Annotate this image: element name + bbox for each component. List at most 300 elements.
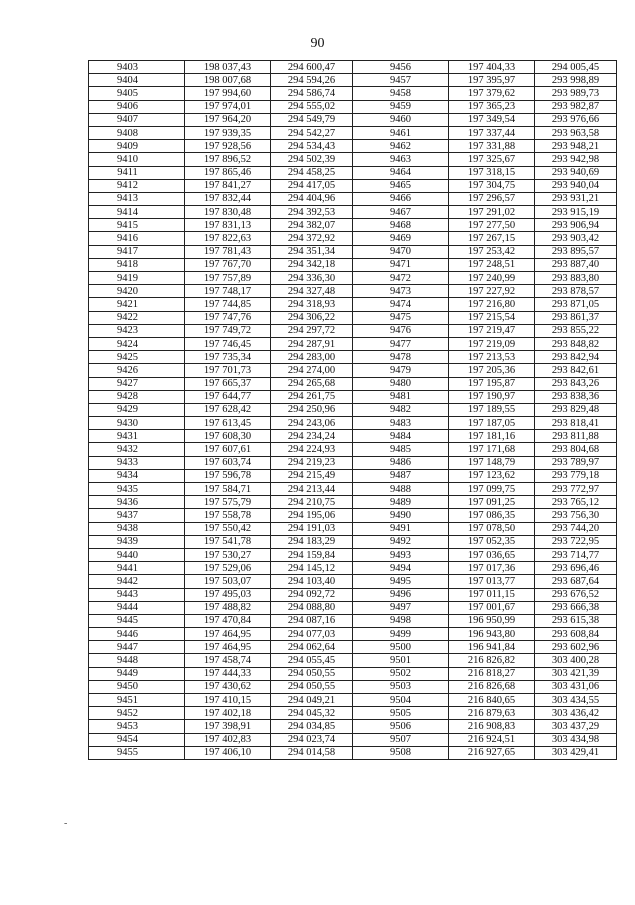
point-number-cell: 9468 bbox=[353, 219, 449, 232]
point-number-cell: 9492 bbox=[353, 535, 449, 548]
table-row bbox=[89, 654, 617, 667]
x-coordinate-cell: 197 395,97 bbox=[449, 74, 535, 87]
y-coordinate-cell: 303 400,28 bbox=[535, 654, 617, 667]
table-row bbox=[89, 601, 617, 614]
x-coordinate-cell: 197 757,89 bbox=[185, 272, 271, 285]
table-row bbox=[89, 377, 617, 390]
point-number-cell: 9412 bbox=[89, 179, 185, 192]
x-coordinate-cell: 197 584,71 bbox=[185, 483, 271, 496]
x-coordinate-cell: 197 227,92 bbox=[449, 285, 535, 298]
y-coordinate-cell: 303 421,39 bbox=[535, 667, 617, 680]
y-coordinate-cell: 294 327,48 bbox=[271, 285, 353, 298]
y-coordinate-cell: 294 250,96 bbox=[271, 403, 353, 416]
point-number-cell: 9444 bbox=[89, 601, 185, 614]
y-coordinate-cell: 293 602,96 bbox=[535, 641, 617, 654]
y-coordinate-cell: 294 183,29 bbox=[271, 535, 353, 548]
x-coordinate-cell: 197 865,46 bbox=[185, 166, 271, 179]
point-number-cell: 9504 bbox=[353, 694, 449, 707]
table-row bbox=[89, 614, 617, 627]
point-number-cell: 9471 bbox=[353, 258, 449, 271]
x-coordinate-cell: 197 171,68 bbox=[449, 443, 535, 456]
x-coordinate-cell: 197 187,05 bbox=[449, 417, 535, 430]
y-coordinate-cell: 294 243,06 bbox=[271, 417, 353, 430]
x-coordinate-cell: 197 575,79 bbox=[185, 496, 271, 509]
x-coordinate-cell: 197 832,44 bbox=[185, 192, 271, 205]
table-row bbox=[89, 403, 617, 416]
table-row bbox=[89, 74, 617, 87]
x-coordinate-cell: 197 402,18 bbox=[185, 707, 271, 720]
x-coordinate-cell: 197 248,51 bbox=[449, 258, 535, 271]
y-coordinate-cell: 294 103,40 bbox=[271, 575, 353, 588]
point-number-cell: 9494 bbox=[353, 562, 449, 575]
x-coordinate-cell: 197 406,10 bbox=[185, 746, 271, 759]
point-number-cell: 9461 bbox=[353, 126, 449, 139]
y-coordinate-cell: 293 744,20 bbox=[535, 522, 617, 535]
coordinates-table bbox=[88, 60, 617, 760]
x-coordinate-cell: 196 950,99 bbox=[449, 614, 535, 627]
point-number-cell: 9496 bbox=[353, 588, 449, 601]
y-coordinate-cell: 293 615,38 bbox=[535, 614, 617, 627]
point-number-cell: 9447 bbox=[89, 641, 185, 654]
x-coordinate-cell: 216 826,68 bbox=[449, 680, 535, 693]
y-coordinate-cell: 294 023,74 bbox=[271, 733, 353, 746]
point-number-cell: 9437 bbox=[89, 509, 185, 522]
point-number-cell: 9422 bbox=[89, 311, 185, 324]
table-row bbox=[89, 192, 617, 205]
point-number-cell: 9473 bbox=[353, 285, 449, 298]
point-number-cell: 9451 bbox=[89, 694, 185, 707]
x-coordinate-cell: 197 189,55 bbox=[449, 403, 535, 416]
y-coordinate-cell: 294 555,02 bbox=[271, 100, 353, 113]
point-number-cell: 9495 bbox=[353, 575, 449, 588]
y-coordinate-cell: 294 549,79 bbox=[271, 113, 353, 126]
y-coordinate-cell: 293 765,12 bbox=[535, 496, 617, 509]
y-coordinate-cell: 294 600,47 bbox=[271, 61, 353, 74]
y-coordinate-cell: 294 274,00 bbox=[271, 364, 353, 377]
x-coordinate-cell: 197 608,30 bbox=[185, 430, 271, 443]
x-coordinate-cell: 197 607,61 bbox=[185, 443, 271, 456]
table-row bbox=[89, 179, 617, 192]
y-coordinate-cell: 294 392,53 bbox=[271, 206, 353, 219]
table-row bbox=[89, 100, 617, 113]
x-coordinate-cell: 197 974,01 bbox=[185, 100, 271, 113]
point-number-cell: 9425 bbox=[89, 351, 185, 364]
x-coordinate-cell: 216 879,63 bbox=[449, 707, 535, 720]
point-number-cell: 9432 bbox=[89, 443, 185, 456]
y-coordinate-cell: 293 883,80 bbox=[535, 272, 617, 285]
table-row bbox=[89, 285, 617, 298]
point-number-cell: 9483 bbox=[353, 417, 449, 430]
y-coordinate-cell: 293 982,87 bbox=[535, 100, 617, 113]
x-coordinate-cell: 197 613,45 bbox=[185, 417, 271, 430]
point-number-cell: 9463 bbox=[353, 153, 449, 166]
table-row bbox=[89, 522, 617, 535]
point-number-cell: 9469 bbox=[353, 232, 449, 245]
table-row bbox=[89, 258, 617, 271]
x-coordinate-cell: 197 964,20 bbox=[185, 113, 271, 126]
y-coordinate-cell: 293 722,95 bbox=[535, 535, 617, 548]
point-number-cell: 9445 bbox=[89, 614, 185, 627]
point-number-cell: 9417 bbox=[89, 245, 185, 258]
y-coordinate-cell: 294 005,45 bbox=[535, 61, 617, 74]
x-coordinate-cell: 197 488,82 bbox=[185, 601, 271, 614]
x-coordinate-cell: 197 530,27 bbox=[185, 548, 271, 561]
x-coordinate-cell: 197 365,23 bbox=[449, 100, 535, 113]
point-number-cell: 9411 bbox=[89, 166, 185, 179]
y-coordinate-cell: 293 940,69 bbox=[535, 166, 617, 179]
x-coordinate-cell: 197 123,62 bbox=[449, 469, 535, 482]
x-coordinate-cell: 197 017,36 bbox=[449, 562, 535, 575]
x-coordinate-cell: 197 219,09 bbox=[449, 337, 535, 350]
point-number-cell: 9434 bbox=[89, 469, 185, 482]
x-coordinate-cell: 197 078,50 bbox=[449, 522, 535, 535]
point-number-cell: 9404 bbox=[89, 74, 185, 87]
point-number-cell: 9430 bbox=[89, 417, 185, 430]
table-row bbox=[89, 562, 617, 575]
x-coordinate-cell: 197 644,77 bbox=[185, 390, 271, 403]
table-row bbox=[89, 324, 617, 337]
y-coordinate-cell: 293 789,97 bbox=[535, 456, 617, 469]
x-coordinate-cell: 197 379,62 bbox=[449, 87, 535, 100]
y-coordinate-cell: 293 948,21 bbox=[535, 140, 617, 153]
y-coordinate-cell: 294 213,44 bbox=[271, 483, 353, 496]
table-row bbox=[89, 720, 617, 733]
x-coordinate-cell: 216 826,82 bbox=[449, 654, 535, 667]
point-number-cell: 9420 bbox=[89, 285, 185, 298]
table-row bbox=[89, 575, 617, 588]
point-number-cell: 9488 bbox=[353, 483, 449, 496]
y-coordinate-cell: 293 963,58 bbox=[535, 126, 617, 139]
point-number-cell: 9465 bbox=[353, 179, 449, 192]
y-coordinate-cell: 294 586,74 bbox=[271, 87, 353, 100]
point-number-cell: 9467 bbox=[353, 206, 449, 219]
point-number-cell: 9489 bbox=[353, 496, 449, 509]
point-number-cell: 9476 bbox=[353, 324, 449, 337]
x-coordinate-cell: 197 099,75 bbox=[449, 483, 535, 496]
x-coordinate-cell: 197 470,84 bbox=[185, 614, 271, 627]
y-coordinate-cell: 294 382,07 bbox=[271, 219, 353, 232]
x-coordinate-cell: 197 240,99 bbox=[449, 272, 535, 285]
point-number-cell: 9427 bbox=[89, 377, 185, 390]
table-row bbox=[89, 628, 617, 641]
x-coordinate-cell: 197 277,50 bbox=[449, 219, 535, 232]
y-coordinate-cell: 294 159,84 bbox=[271, 548, 353, 561]
y-coordinate-cell: 294 045,32 bbox=[271, 707, 353, 720]
y-coordinate-cell: 294 219,23 bbox=[271, 456, 353, 469]
y-coordinate-cell: 294 342,18 bbox=[271, 258, 353, 271]
point-number-cell: 9458 bbox=[353, 87, 449, 100]
point-number-cell: 9490 bbox=[353, 509, 449, 522]
x-coordinate-cell: 197 398,91 bbox=[185, 720, 271, 733]
point-number-cell: 9474 bbox=[353, 298, 449, 311]
x-coordinate-cell: 196 941,84 bbox=[449, 641, 535, 654]
y-coordinate-cell: 294 351,34 bbox=[271, 245, 353, 258]
table-row bbox=[89, 364, 617, 377]
y-coordinate-cell: 294 404,96 bbox=[271, 192, 353, 205]
x-coordinate-cell: 197 701,73 bbox=[185, 364, 271, 377]
x-coordinate-cell: 197 928,56 bbox=[185, 140, 271, 153]
y-coordinate-cell: 293 895,57 bbox=[535, 245, 617, 258]
point-number-cell: 9477 bbox=[353, 337, 449, 350]
y-coordinate-cell: 294 215,49 bbox=[271, 469, 353, 482]
point-number-cell: 9428 bbox=[89, 390, 185, 403]
x-coordinate-cell: 197 430,62 bbox=[185, 680, 271, 693]
x-coordinate-cell: 197 148,79 bbox=[449, 456, 535, 469]
x-coordinate-cell: 197 091,25 bbox=[449, 496, 535, 509]
y-coordinate-cell: 294 417,05 bbox=[271, 179, 353, 192]
y-coordinate-cell: 294 261,75 bbox=[271, 390, 353, 403]
y-coordinate-cell: 294 283,00 bbox=[271, 351, 353, 364]
point-number-cell: 9454 bbox=[89, 733, 185, 746]
y-coordinate-cell: 293 940,04 bbox=[535, 179, 617, 192]
x-coordinate-cell: 197 458,74 bbox=[185, 654, 271, 667]
point-number-cell: 9487 bbox=[353, 469, 449, 482]
y-coordinate-cell: 294 062,64 bbox=[271, 641, 353, 654]
y-coordinate-cell: 293 931,21 bbox=[535, 192, 617, 205]
x-coordinate-cell: 198 037,43 bbox=[185, 61, 271, 74]
point-number-cell: 9449 bbox=[89, 667, 185, 680]
y-coordinate-cell: 294 049,21 bbox=[271, 694, 353, 707]
point-number-cell: 9460 bbox=[353, 113, 449, 126]
x-coordinate-cell: 197 596,78 bbox=[185, 469, 271, 482]
x-coordinate-cell: 197 841,27 bbox=[185, 179, 271, 192]
point-number-cell: 9505 bbox=[353, 707, 449, 720]
point-number-cell: 9491 bbox=[353, 522, 449, 535]
x-coordinate-cell: 197 464,95 bbox=[185, 628, 271, 641]
y-coordinate-cell: 294 034,85 bbox=[271, 720, 353, 733]
point-number-cell: 9452 bbox=[89, 707, 185, 720]
point-number-cell: 9431 bbox=[89, 430, 185, 443]
point-number-cell: 9433 bbox=[89, 456, 185, 469]
point-number-cell: 9464 bbox=[353, 166, 449, 179]
x-coordinate-cell: 197 404,33 bbox=[449, 61, 535, 74]
table-row bbox=[89, 548, 617, 561]
y-coordinate-cell: 293 714,77 bbox=[535, 548, 617, 561]
x-coordinate-cell: 197 086,35 bbox=[449, 509, 535, 522]
x-coordinate-cell: 197 747,76 bbox=[185, 311, 271, 324]
y-coordinate-cell: 294 306,22 bbox=[271, 311, 353, 324]
point-number-cell: 9440 bbox=[89, 548, 185, 561]
table-row bbox=[89, 680, 617, 693]
x-coordinate-cell: 197 052,35 bbox=[449, 535, 535, 548]
y-coordinate-cell: 293 848,82 bbox=[535, 337, 617, 350]
x-coordinate-cell: 197 036,65 bbox=[449, 548, 535, 561]
x-coordinate-cell: 197 665,37 bbox=[185, 377, 271, 390]
y-coordinate-cell: 303 429,41 bbox=[535, 746, 617, 759]
point-number-cell: 9416 bbox=[89, 232, 185, 245]
point-number-cell: 9482 bbox=[353, 403, 449, 416]
x-coordinate-cell: 197 603,74 bbox=[185, 456, 271, 469]
y-coordinate-cell: 294 050,55 bbox=[271, 680, 353, 693]
x-coordinate-cell: 197 219,47 bbox=[449, 324, 535, 337]
x-coordinate-cell: 197 558,78 bbox=[185, 509, 271, 522]
point-number-cell: 9409 bbox=[89, 140, 185, 153]
point-number-cell: 9466 bbox=[353, 192, 449, 205]
point-number-cell: 9462 bbox=[353, 140, 449, 153]
y-coordinate-cell: 293 756,30 bbox=[535, 509, 617, 522]
x-coordinate-cell: 197 215,54 bbox=[449, 311, 535, 324]
point-number-cell: 9455 bbox=[89, 746, 185, 759]
x-coordinate-cell: 197 267,15 bbox=[449, 232, 535, 245]
point-number-cell: 9499 bbox=[353, 628, 449, 641]
point-number-cell: 9443 bbox=[89, 588, 185, 601]
y-coordinate-cell: 294 088,80 bbox=[271, 601, 353, 614]
x-coordinate-cell: 197 781,43 bbox=[185, 245, 271, 258]
y-coordinate-cell: 294 318,93 bbox=[271, 298, 353, 311]
x-coordinate-cell: 197 746,45 bbox=[185, 337, 271, 350]
point-number-cell: 9497 bbox=[353, 601, 449, 614]
table-row bbox=[89, 746, 617, 759]
table-row bbox=[89, 61, 617, 74]
point-number-cell: 9493 bbox=[353, 548, 449, 561]
x-coordinate-cell: 197 304,75 bbox=[449, 179, 535, 192]
point-number-cell: 9485 bbox=[353, 443, 449, 456]
x-coordinate-cell: 197 744,85 bbox=[185, 298, 271, 311]
table-row bbox=[89, 206, 617, 219]
y-coordinate-cell: 293 989,73 bbox=[535, 87, 617, 100]
table-row bbox=[89, 126, 617, 139]
point-number-cell: 9414 bbox=[89, 206, 185, 219]
y-coordinate-cell: 294 542,27 bbox=[271, 126, 353, 139]
point-number-cell: 9498 bbox=[353, 614, 449, 627]
x-coordinate-cell: 197 767,70 bbox=[185, 258, 271, 271]
coordinates-table-body bbox=[89, 61, 617, 760]
table-row bbox=[89, 667, 617, 680]
point-number-cell: 9439 bbox=[89, 535, 185, 548]
x-coordinate-cell: 197 190,97 bbox=[449, 390, 535, 403]
point-number-cell: 9502 bbox=[353, 667, 449, 680]
point-number-cell: 9479 bbox=[353, 364, 449, 377]
y-coordinate-cell: 293 779,18 bbox=[535, 469, 617, 482]
y-coordinate-cell: 293 696,46 bbox=[535, 562, 617, 575]
x-coordinate-cell: 197 013,77 bbox=[449, 575, 535, 588]
table-row bbox=[89, 456, 617, 469]
x-coordinate-cell: 197 503,07 bbox=[185, 575, 271, 588]
x-coordinate-cell: 197 253,42 bbox=[449, 245, 535, 258]
x-coordinate-cell: 197 001,67 bbox=[449, 601, 535, 614]
point-number-cell: 9415 bbox=[89, 219, 185, 232]
x-coordinate-cell: 197 550,42 bbox=[185, 522, 271, 535]
y-coordinate-cell: 293 871,05 bbox=[535, 298, 617, 311]
y-coordinate-cell: 293 998,89 bbox=[535, 74, 617, 87]
point-number-cell: 9441 bbox=[89, 562, 185, 575]
x-coordinate-cell: 197 444,33 bbox=[185, 667, 271, 680]
x-coordinate-cell: 197 216,80 bbox=[449, 298, 535, 311]
table-row bbox=[89, 430, 617, 443]
y-coordinate-cell: 293 861,37 bbox=[535, 311, 617, 324]
table-row bbox=[89, 232, 617, 245]
y-coordinate-cell: 294 458,25 bbox=[271, 166, 353, 179]
table-row bbox=[89, 153, 617, 166]
point-number-cell: 9484 bbox=[353, 430, 449, 443]
x-coordinate-cell: 197 830,48 bbox=[185, 206, 271, 219]
y-coordinate-cell: 293 906,94 bbox=[535, 219, 617, 232]
y-coordinate-cell: 293 842,61 bbox=[535, 364, 617, 377]
point-number-cell: 9421 bbox=[89, 298, 185, 311]
x-coordinate-cell: 197 735,34 bbox=[185, 351, 271, 364]
table-row bbox=[89, 417, 617, 430]
y-coordinate-cell: 293 887,40 bbox=[535, 258, 617, 271]
table-row bbox=[89, 113, 617, 126]
point-number-cell: 9470 bbox=[353, 245, 449, 258]
x-coordinate-cell: 197 896,52 bbox=[185, 153, 271, 166]
x-coordinate-cell: 197 291,02 bbox=[449, 206, 535, 219]
table-row bbox=[89, 351, 617, 364]
table-row bbox=[89, 166, 617, 179]
y-coordinate-cell: 293 878,57 bbox=[535, 285, 617, 298]
y-coordinate-cell: 303 431,06 bbox=[535, 680, 617, 693]
point-number-cell: 9475 bbox=[353, 311, 449, 324]
y-coordinate-cell: 303 434,55 bbox=[535, 694, 617, 707]
point-number-cell: 9410 bbox=[89, 153, 185, 166]
point-number-cell: 9446 bbox=[89, 628, 185, 641]
point-number-cell: 9472 bbox=[353, 272, 449, 285]
y-coordinate-cell: 294 297,72 bbox=[271, 324, 353, 337]
x-coordinate-cell: 216 924,51 bbox=[449, 733, 535, 746]
x-coordinate-cell: 197 402,83 bbox=[185, 733, 271, 746]
y-coordinate-cell: 293 855,22 bbox=[535, 324, 617, 337]
table-row bbox=[89, 337, 617, 350]
y-coordinate-cell: 294 050,55 bbox=[271, 667, 353, 680]
y-coordinate-cell: 293 608,84 bbox=[535, 628, 617, 641]
x-coordinate-cell: 197 541,78 bbox=[185, 535, 271, 548]
table-row bbox=[89, 87, 617, 100]
y-coordinate-cell: 303 437,29 bbox=[535, 720, 617, 733]
y-coordinate-cell: 293 976,66 bbox=[535, 113, 617, 126]
y-coordinate-cell: 293 829,48 bbox=[535, 403, 617, 416]
point-number-cell: 9435 bbox=[89, 483, 185, 496]
x-coordinate-cell: 197 181,16 bbox=[449, 430, 535, 443]
point-number-cell: 9506 bbox=[353, 720, 449, 733]
y-coordinate-cell: 293 903,42 bbox=[535, 232, 617, 245]
y-coordinate-cell: 294 372,92 bbox=[271, 232, 353, 245]
x-coordinate-cell: 197 410,15 bbox=[185, 694, 271, 707]
point-number-cell: 9426 bbox=[89, 364, 185, 377]
point-number-cell: 9442 bbox=[89, 575, 185, 588]
table-row bbox=[89, 588, 617, 601]
y-coordinate-cell: 293 838,36 bbox=[535, 390, 617, 403]
x-coordinate-cell: 197 822,63 bbox=[185, 232, 271, 245]
y-coordinate-cell: 294 224,93 bbox=[271, 443, 353, 456]
table-row bbox=[89, 496, 617, 509]
y-coordinate-cell: 294 534,43 bbox=[271, 140, 353, 153]
x-coordinate-cell: 197 011,15 bbox=[449, 588, 535, 601]
x-coordinate-cell: 197 195,87 bbox=[449, 377, 535, 390]
table-row bbox=[89, 311, 617, 324]
x-coordinate-cell: 197 331,88 bbox=[449, 140, 535, 153]
point-number-cell: 9486 bbox=[353, 456, 449, 469]
y-coordinate-cell: 294 077,03 bbox=[271, 628, 353, 641]
y-coordinate-cell: 293 676,52 bbox=[535, 588, 617, 601]
point-number-cell: 9405 bbox=[89, 87, 185, 100]
table-row bbox=[89, 219, 617, 232]
y-coordinate-cell: 293 811,88 bbox=[535, 430, 617, 443]
point-number-cell: 9457 bbox=[353, 74, 449, 87]
y-coordinate-cell: 294 234,24 bbox=[271, 430, 353, 443]
table-row bbox=[89, 390, 617, 403]
point-number-cell: 9413 bbox=[89, 192, 185, 205]
y-coordinate-cell: 294 594,26 bbox=[271, 74, 353, 87]
x-coordinate-cell: 216 818,27 bbox=[449, 667, 535, 680]
point-number-cell: 9503 bbox=[353, 680, 449, 693]
x-coordinate-cell: 197 495,03 bbox=[185, 588, 271, 601]
table-row bbox=[89, 641, 617, 654]
page-number: 90 bbox=[310, 36, 325, 51]
table-row bbox=[89, 707, 617, 720]
y-coordinate-cell: 294 145,12 bbox=[271, 562, 353, 575]
point-number-cell: 9500 bbox=[353, 641, 449, 654]
table-row bbox=[89, 535, 617, 548]
